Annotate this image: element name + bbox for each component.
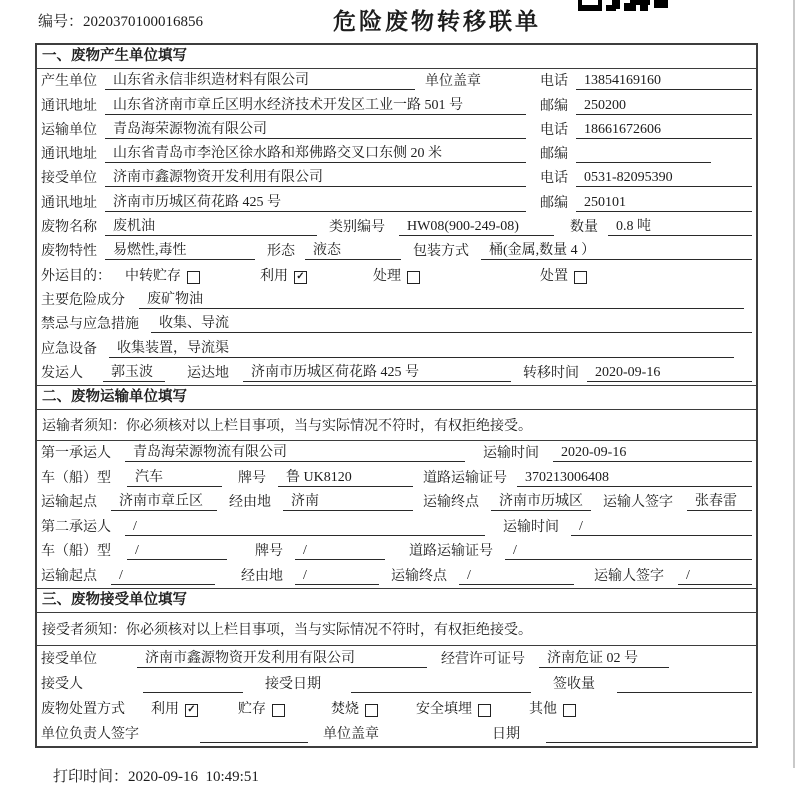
purpose-option-reuse-label: 利用 xyxy=(260,268,288,284)
row-route-2 xyxy=(41,563,752,588)
row-manager-signature xyxy=(41,721,752,746)
receiving-unit-label: 接受单位 xyxy=(41,651,97,667)
row-route-1 xyxy=(41,490,752,515)
purpose-option-disposal-label: 处置 xyxy=(540,268,568,284)
packing-value: 桶(金属,数量 4 ） xyxy=(481,242,752,260)
disposal-option-store-label: 贮存 xyxy=(238,701,266,717)
row-transfer-purpose xyxy=(41,263,752,287)
recipient-label: 接受人 xyxy=(41,676,83,692)
quantity-value: 0.8 吨 xyxy=(608,218,752,236)
producer-label: 产生单位 xyxy=(41,74,97,90)
zip-label: 邮编 xyxy=(540,98,568,114)
waste-name-value: 废机油 xyxy=(105,218,317,236)
row-second-carrier xyxy=(41,514,752,539)
vehicle-type-2-value: / xyxy=(127,542,227,560)
vehicle-type-label: 车（船）型 xyxy=(41,470,111,486)
packing-label: 包装方式 xyxy=(413,244,469,260)
serial-number xyxy=(38,10,203,31)
checkbox-disposal[interactable] xyxy=(574,271,587,284)
section1-header: 一、废物产生单位填写 xyxy=(37,45,756,69)
row-consignor xyxy=(41,361,752,385)
hazard-label: 主要危险成分 xyxy=(41,292,125,308)
second-carrier-value: / xyxy=(125,518,485,536)
unit-seal-label: 单位盖章 xyxy=(323,726,379,742)
date-value xyxy=(546,726,752,743)
carrier-sign-label: 运输人签字 xyxy=(603,495,673,511)
address-label: 通讯地址 xyxy=(41,98,97,114)
phone-label: 电话 xyxy=(540,171,568,187)
transporter-value: 青岛海荣源物流有限公司 xyxy=(105,121,526,139)
producer-value: 山东省永信非织造材料有限公司 xyxy=(105,72,415,90)
consignor-value: 郭玉波 xyxy=(103,364,165,382)
quantity-label: 数量 xyxy=(570,220,598,236)
taboo-label: 禁忌与应急措施 xyxy=(41,317,139,333)
recipient-value xyxy=(143,676,243,693)
plate-2-value: / xyxy=(295,542,385,560)
row-waste-character xyxy=(41,239,752,263)
hazard-value: 废矿物油 xyxy=(139,291,744,309)
road-permit-2-value: / xyxy=(505,542,752,560)
form-label: 形态 xyxy=(267,244,295,260)
second-carrier-label: 第二承运人 xyxy=(41,519,111,535)
address-label: 通讯地址 xyxy=(41,147,97,163)
row-producer-address xyxy=(41,93,752,117)
disposal-option-other-label: 其他 xyxy=(529,701,557,717)
row-taboo-measures xyxy=(41,312,752,336)
consignor-label: 发运人 xyxy=(41,365,83,381)
signed-amount-label: 签收量 xyxy=(553,676,595,692)
disposal-method-label: 废物处置方式 xyxy=(41,701,125,717)
row-transport-address xyxy=(41,142,752,166)
vehicle-type-label: 车（船）型 xyxy=(41,544,111,560)
form-value: 液态 xyxy=(305,242,401,260)
receive-date-value xyxy=(351,676,531,693)
page-title: 危险废物转移联单 xyxy=(333,8,541,34)
endpoint-2-value: / xyxy=(459,567,574,585)
section-producer xyxy=(37,45,756,385)
row-receiver-address xyxy=(41,190,752,214)
disposal-option-incinerate-label: 焚烧 xyxy=(331,701,359,717)
destination-label: 运达地 xyxy=(187,365,229,381)
row-producer-unit xyxy=(41,69,752,93)
plate-value: 鲁 UK8120 xyxy=(278,469,413,487)
receiver-address-value: 济南市历城区荷花路 425 号 xyxy=(105,194,526,212)
producer-zip-value: 250200 xyxy=(576,97,752,115)
transporter-phone-value: 18661672606 xyxy=(576,121,752,139)
checkbox-disposal-reuse[interactable]: ✓ xyxy=(185,704,198,717)
checkbox-reuse[interactable]: ✓ xyxy=(294,271,307,284)
date-label: 日期 xyxy=(492,726,520,742)
category-code-value: HW08(900-249-08) xyxy=(399,218,554,236)
phone-label: 电话 xyxy=(540,74,568,90)
destination-value: 济南市历城区荷花路 425 号 xyxy=(243,364,511,382)
receiver-phone-value: 0531-82095390 xyxy=(576,169,752,187)
origin-value: 济南市章丘区 xyxy=(111,493,217,511)
row-vehicle-2 xyxy=(41,539,752,564)
print-time xyxy=(38,748,259,803)
first-carrier-value: 青岛海荣源物流有限公司 xyxy=(125,444,465,462)
transporter-address-value: 山东省青岛市李沧区徐水路和郑佛路交叉口东侧 20 米 xyxy=(105,145,526,163)
transfer-time-label: 转移时间 xyxy=(523,365,579,381)
checkbox-storage[interactable] xyxy=(187,271,200,284)
origin-label: 运输起点 xyxy=(41,495,97,511)
waste-character-value: 易燃性,毒性 xyxy=(105,242,255,260)
transport-time-value: 2020-09-16 xyxy=(553,444,752,462)
taboo-value: 收集、导流 xyxy=(151,315,752,333)
page-edge-line xyxy=(793,0,795,768)
unit-seal-label: 单位盖章 xyxy=(425,74,481,90)
origin-2-value: / xyxy=(111,567,215,585)
transfer-time-value: 2020-09-16 xyxy=(587,364,752,382)
equipment-value: 收集装置，导流渠 xyxy=(109,340,734,358)
form-table xyxy=(35,43,758,748)
row-receiver-unit xyxy=(41,166,752,190)
category-code-label: 类别编号 xyxy=(329,220,385,236)
purpose-option-storage-label: 中转贮存 xyxy=(125,268,181,284)
checkbox-disposal-landfill[interactable] xyxy=(478,704,491,717)
row-transport-unit xyxy=(41,118,752,142)
transport-time-label: 运输时间 xyxy=(483,446,539,462)
print-time-value: 2020-09-16 10:49:51 xyxy=(128,769,259,785)
via-2-value: / xyxy=(295,567,379,585)
checkbox-disposal-other[interactable] xyxy=(563,704,576,717)
row-first-carrier xyxy=(41,441,752,466)
phone-label: 电话 xyxy=(540,122,568,138)
endpoint-value: 济南市历城区 xyxy=(491,493,591,511)
manager-sign-label: 单位负责人签字 xyxy=(41,726,139,742)
license-value: 济南危证 02 号 xyxy=(539,650,669,668)
receive-date-label: 接受日期 xyxy=(265,676,321,692)
receiving-unit-value: 济南市鑫源物资开发利用有限公司 xyxy=(137,650,427,668)
transporter-zip-value xyxy=(576,146,711,163)
row-recipient xyxy=(41,671,752,696)
disposal-option-reuse-label: 利用 xyxy=(151,701,179,717)
qr-code-fragment xyxy=(578,0,668,11)
origin-label: 运输起点 xyxy=(41,568,97,584)
zip-label: 邮编 xyxy=(540,195,568,211)
road-permit-label: 道路运输证号 xyxy=(423,470,507,486)
serial-value: 2020370100016856 xyxy=(83,14,204,30)
endpoint-label: 运输终点 xyxy=(391,568,447,584)
row-hazard-component xyxy=(41,288,752,312)
waste-character-label: 废物特性 xyxy=(41,244,97,260)
checkbox-disposal-store[interactable] xyxy=(272,704,285,717)
plate-label: 牌号 xyxy=(238,470,266,486)
receiver-notice: 接受者须知：你必须核对以上栏目事项，当与实际情况不符时，有权拒绝接受。 xyxy=(37,613,756,646)
section-receiver xyxy=(37,588,756,746)
carrier-sign-2-value: / xyxy=(678,567,752,585)
transport-time-label: 运输时间 xyxy=(503,519,559,535)
row-receiving-unit xyxy=(41,646,752,671)
transport-time-2-value: / xyxy=(571,518,752,536)
zip-label: 邮编 xyxy=(540,147,568,163)
waste-name-label: 废物名称 xyxy=(41,220,97,236)
section3-header: 三、废物接受单位填写 xyxy=(37,589,756,613)
serial-label: 编号： xyxy=(38,14,84,30)
endpoint-label: 运输终点 xyxy=(423,495,479,511)
road-permit-label: 道路运输证号 xyxy=(409,544,493,560)
carrier-sign-label: 运输人签字 xyxy=(594,568,664,584)
disposal-option-landfill-label: 安全填埋 xyxy=(416,701,472,717)
road-permit-value: 370213006408 xyxy=(517,469,752,487)
section-transporter xyxy=(37,385,756,588)
first-carrier-label: 第一承运人 xyxy=(41,446,111,462)
license-label: 经营许可证号 xyxy=(441,651,525,667)
row-waste-name xyxy=(41,215,752,239)
via-value: 济南 xyxy=(283,493,413,511)
row-disposal-method xyxy=(41,696,752,721)
checkbox-disposal-incinerate[interactable] xyxy=(365,704,378,717)
row-vehicle-1 xyxy=(41,465,752,490)
carrier-sign-value: 张春雷 xyxy=(687,493,752,511)
row-emergency-equipment xyxy=(41,336,752,360)
via-label: 经由地 xyxy=(241,568,283,584)
checkbox-treatment[interactable] xyxy=(407,271,420,284)
purpose-option-treatment-label: 处理 xyxy=(373,268,401,284)
receiver-label: 接受单位 xyxy=(41,171,97,187)
address-label: 通讯地址 xyxy=(41,195,97,211)
transporter-notice: 运输者须知：你必须核对以上栏目事项，当与实际情况不符时，有权拒绝接受。 xyxy=(37,410,756,441)
section2-header: 二、废物运输单位填写 xyxy=(37,386,756,410)
via-label: 经由地 xyxy=(229,495,271,511)
producer-address-value: 山东省济南市章丘区明水经济技术开发区工业一路 501 号 xyxy=(105,97,526,115)
manager-sign-value xyxy=(200,726,308,743)
purpose-label: 外运目的： xyxy=(41,268,111,284)
vehicle-type-value: 汽车 xyxy=(127,469,222,487)
plate-label: 牌号 xyxy=(255,544,283,560)
print-time-label: 打印时间： xyxy=(53,769,129,785)
signed-amount-value xyxy=(617,676,752,693)
receiver-zip-value: 250101 xyxy=(576,194,752,212)
receiver-value: 济南市鑫源物资开发利用有限公司 xyxy=(105,169,526,187)
transporter-label: 运输单位 xyxy=(41,122,97,138)
equipment-label: 应急设备 xyxy=(41,341,97,357)
producer-phone-value: 13854169160 xyxy=(576,72,752,90)
